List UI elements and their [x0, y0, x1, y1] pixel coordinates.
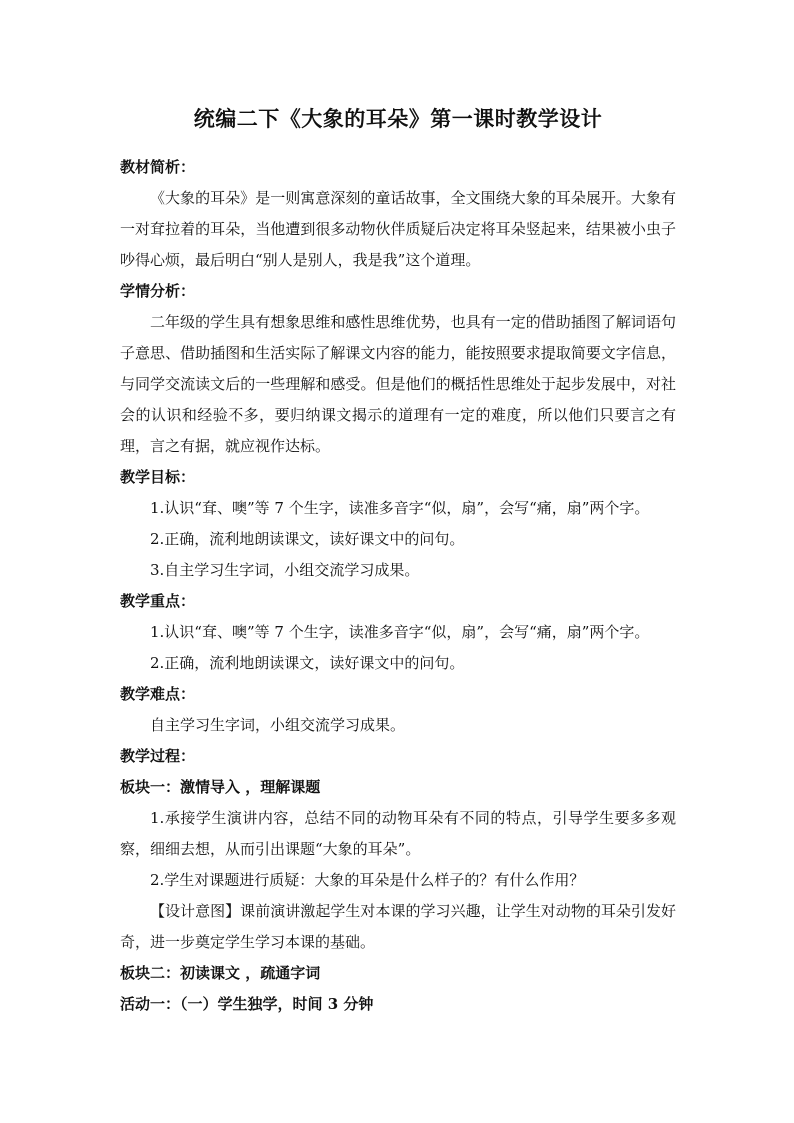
key-point-item: 2.正确，流利地朗读课文，读好课文中的问句。 [150, 654, 465, 672]
difficulties-text: 自主学习生字词，小组交流学习成果。 [150, 716, 406, 734]
activity1-heading: 活动一：（一）学生独学，时间 3 分钟 [120, 995, 374, 1013]
difficulties-heading: 教学难点： [120, 685, 196, 703]
key-point-item: 1.认识“耷、噢”等 7 个生字，读准多音字“似，扇”，会写“痛，扇”两个字。 [150, 623, 650, 641]
student-analysis-heading: 学情分析： [120, 282, 196, 300]
teaching-goal-item: 1.认识“耷、噢”等 7 个生字，读准多音字“似，扇”，会写“痛，扇”两个字。 [150, 499, 650, 517]
block1-heading: 板块一：激情导入 ，理解课题 [120, 778, 321, 796]
block1-step2: 2.学生对课题进行质疑：大象的耳朵是什么样子的？有什么作用？ [150, 871, 585, 889]
teaching-goal-item: 2.正确，流利地朗读课文，读好课文中的问句。 [150, 530, 465, 548]
block2-heading: 板块二：初读课文 ，疏通字词 [120, 964, 321, 982]
document-title: 统编二下《大象的耳朵》第一课时教学设计 [193, 106, 603, 131]
student-analysis-text: 二年级的学生具有想象思维和感性思维优势，也具有一定的借助插图了解词语句子意思、借助插图和生活实际了解课文内容的能力，能按照要求提取简要文字信息，与同学交流读文后的一些理解和感受。但是他们的概括性思维处于起步发展中，对社会的认识和经验不多，要归纳课文揭示的道理有一定的难度，所以他们只要言之有理，言之有据，就应视作达标。 [120, 313, 676, 455]
material-analysis-heading: 教材简析： [120, 158, 196, 176]
block1-step1: 1.承接学生演讲内容，总结不同的动物耳朵有不同的特点，引导学生要多多观察，细细去想，从而引出课题“大象的耳朵”。 [120, 809, 676, 858]
material-analysis-text: 《大象的耳朵》是一则寓意深刻的童话故事，全文围绕大象的耳朵展开。大象有一对耷拉着的耳朵，当他遭到很多动物伙伴质疑后决定将耳朵竖起来，结果被小虫子吵得心烦，最后明白“别人是别人，我是我”这个道理。 [120, 189, 676, 269]
document-content [120, 104, 676, 1020]
teaching-process-heading: 教学过程： [120, 747, 196, 765]
key-points-heading: 教学重点： [120, 592, 196, 610]
teaching-goal-item: 3.自主学习生字词，小组交流学习成果。 [150, 561, 420, 579]
teaching-goals-heading: 教学目标： [120, 468, 196, 486]
block1-design-intent: 【设计意图】课前演讲激起学生对本课的学习兴趣，让学生对动物的耳朵引发好奇，进一步奠定学生学习本课的基础。 [120, 902, 676, 951]
